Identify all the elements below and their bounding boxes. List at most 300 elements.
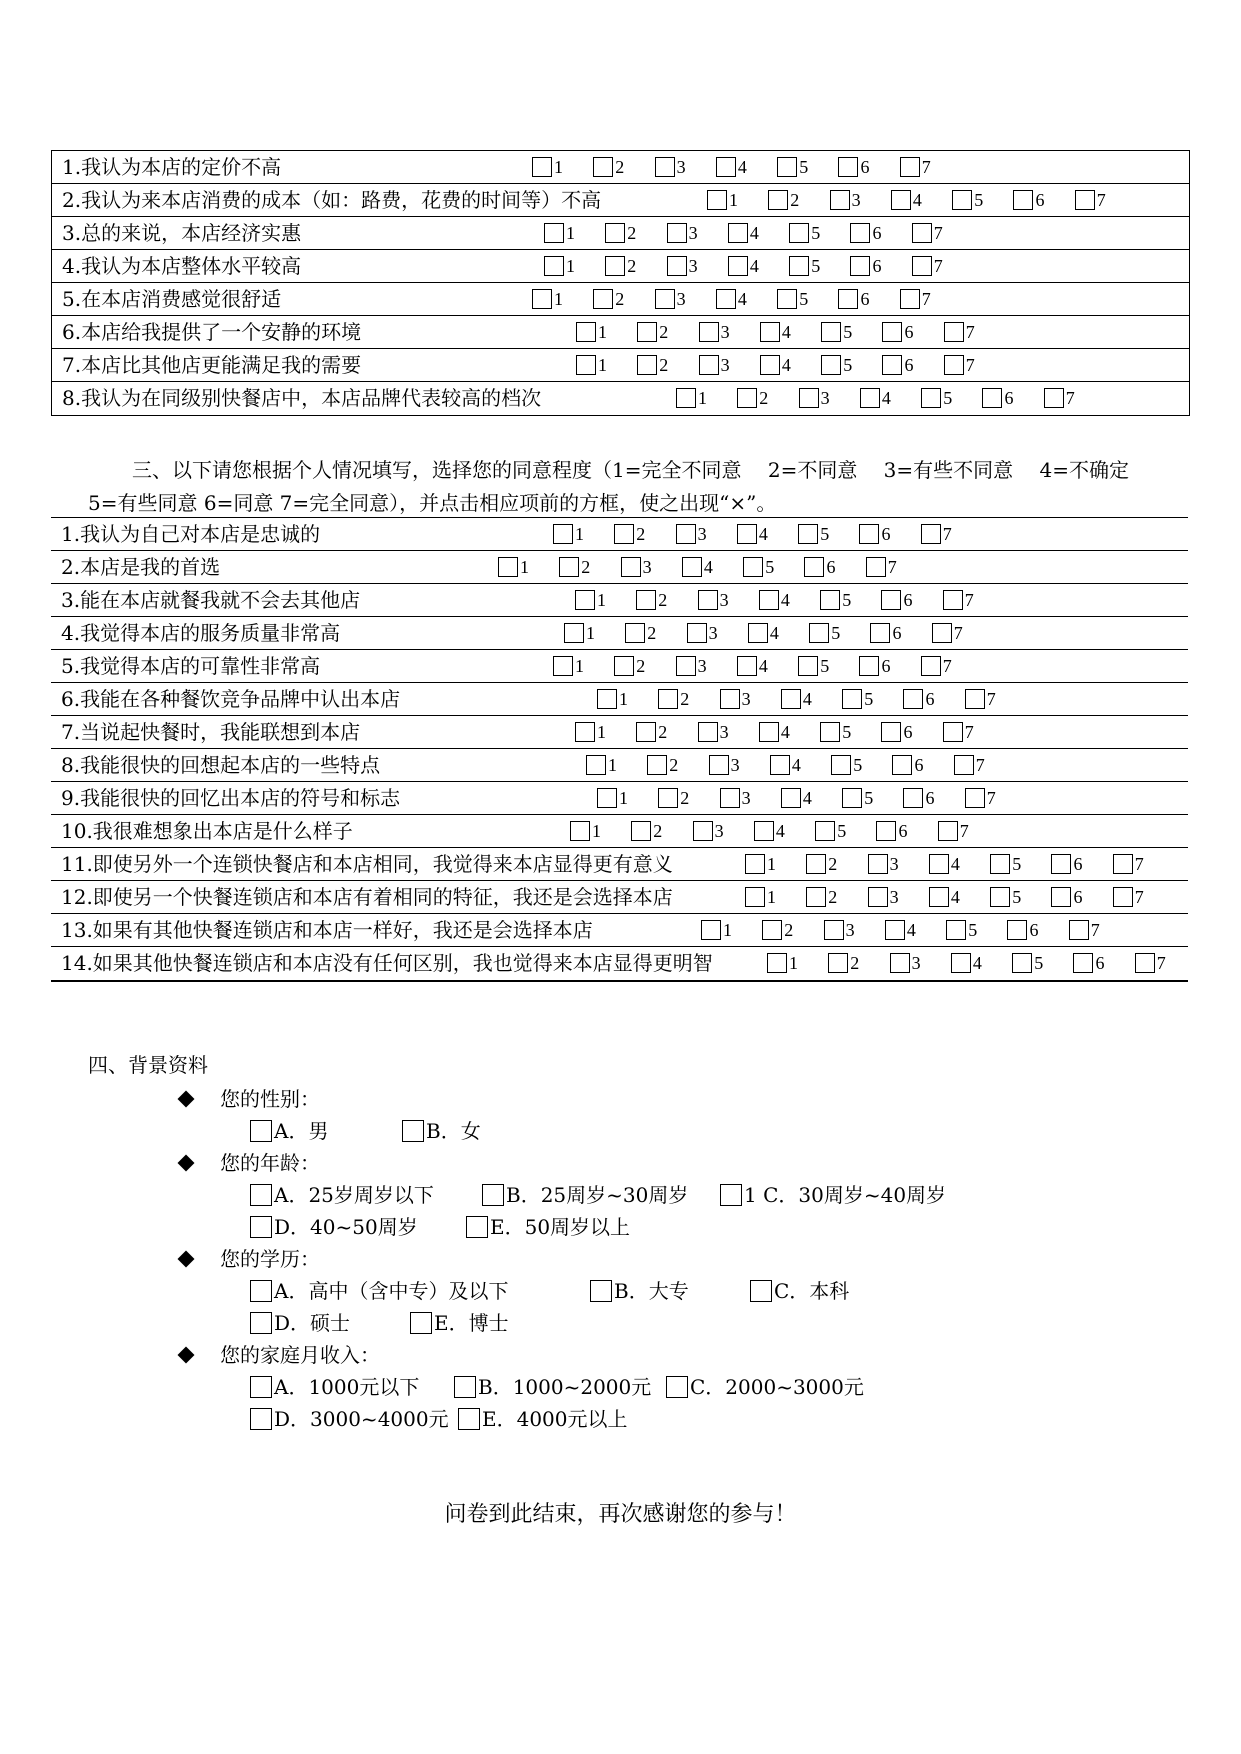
- rating-option[interactable]: [804, 555, 865, 579]
- checkbox[interactable]: [655, 157, 675, 177]
- checkbox[interactable]: [637, 322, 657, 342]
- checkbox[interactable]: [1069, 920, 1089, 940]
- checkbox[interactable]: [586, 755, 606, 775]
- checkbox[interactable]: [870, 623, 890, 643]
- checkbox[interactable]: [806, 887, 826, 907]
- rating-option[interactable]: [943, 720, 1004, 744]
- rating-option[interactable]: [676, 386, 737, 410]
- education-option-b[interactable]: B．大专: [590, 1278, 689, 1304]
- checkbox[interactable]: [881, 590, 901, 610]
- checkbox[interactable]: [720, 788, 740, 808]
- checkbox[interactable]: [701, 920, 721, 940]
- checkbox[interactable]: [938, 821, 958, 841]
- checkbox[interactable]: [544, 223, 564, 243]
- checkbox[interactable]: [954, 755, 974, 775]
- rating-option[interactable]: [1135, 951, 1196, 975]
- gender-option-a[interactable]: A．男: [250, 1118, 328, 1144]
- rating-option[interactable]: [990, 885, 1051, 909]
- checkbox[interactable]: [1135, 953, 1155, 973]
- rating-option[interactable]: [737, 654, 798, 678]
- rating-option[interactable]: [938, 819, 999, 843]
- checkbox[interactable]: [1113, 887, 1133, 907]
- checkbox[interactable]: [1113, 854, 1133, 874]
- rating-option[interactable]: [693, 819, 754, 843]
- rating-option[interactable]: [498, 555, 559, 579]
- checkbox[interactable]: [944, 355, 964, 375]
- rating-option[interactable]: [728, 254, 789, 278]
- rating-option[interactable]: [593, 287, 654, 311]
- rating-option[interactable]: [946, 918, 1007, 942]
- checkbox[interactable]: [762, 920, 782, 940]
- checkbox[interactable]: [965, 689, 985, 709]
- checkbox[interactable]: [890, 953, 910, 973]
- checkbox[interactable]: [614, 656, 634, 676]
- rating-option[interactable]: [912, 221, 973, 245]
- rating-option[interactable]: [828, 951, 889, 975]
- rating-option[interactable]: [929, 885, 990, 909]
- checkbox[interactable]: [860, 388, 880, 408]
- checkbox[interactable]: [951, 953, 971, 973]
- age-option-d[interactable]: D．40~50周岁: [250, 1214, 418, 1240]
- rating-option[interactable]: [876, 819, 937, 843]
- checkbox[interactable]: [716, 157, 736, 177]
- age-option-e[interactable]: E．50周岁以上: [466, 1214, 630, 1240]
- checkbox[interactable]: [912, 256, 932, 276]
- checkbox[interactable]: [637, 355, 657, 375]
- rating-option[interactable]: [842, 687, 903, 711]
- checkbox[interactable]: [658, 689, 678, 709]
- rating-option[interactable]: [762, 918, 823, 942]
- checkbox[interactable]: [842, 788, 862, 808]
- checkbox[interactable]: [903, 689, 923, 709]
- checkbox[interactable]: [458, 1408, 480, 1430]
- rating-option[interactable]: [625, 621, 686, 645]
- checkbox[interactable]: [891, 190, 911, 210]
- checkbox[interactable]: [410, 1312, 432, 1334]
- checkbox[interactable]: [820, 590, 840, 610]
- rating-option[interactable]: [676, 654, 737, 678]
- rating-option[interactable]: [1012, 951, 1073, 975]
- checkbox[interactable]: [876, 821, 896, 841]
- rating-option[interactable]: [586, 753, 647, 777]
- rating-option[interactable]: [900, 155, 961, 179]
- checkbox[interactable]: [676, 656, 696, 676]
- rating-option[interactable]: [636, 720, 697, 744]
- checkbox[interactable]: [781, 788, 801, 808]
- education-option-a[interactable]: A．高中（含中专）及以下: [250, 1278, 508, 1304]
- rating-option[interactable]: [667, 254, 728, 278]
- rating-option[interactable]: [965, 786, 1026, 810]
- rating-option[interactable]: [1051, 852, 1112, 876]
- rating-option[interactable]: [929, 852, 990, 876]
- age-option-b[interactable]: B．25周岁~30周岁: [482, 1182, 688, 1208]
- checkbox[interactable]: [676, 388, 696, 408]
- checkbox[interactable]: [575, 722, 595, 742]
- rating-option[interactable]: [593, 155, 654, 179]
- checkbox[interactable]: [698, 590, 718, 610]
- rating-option[interactable]: [759, 588, 820, 612]
- checkbox[interactable]: [605, 256, 625, 276]
- rating-option[interactable]: [720, 786, 781, 810]
- checkbox[interactable]: [250, 1280, 272, 1302]
- rating-option[interactable]: [798, 654, 859, 678]
- checkbox[interactable]: [698, 722, 718, 742]
- rating-option[interactable]: [637, 320, 698, 344]
- rating-option[interactable]: [890, 951, 951, 975]
- rating-option[interactable]: [850, 221, 911, 245]
- rating-option[interactable]: [781, 687, 842, 711]
- checkbox[interactable]: [687, 623, 707, 643]
- rating-option[interactable]: [892, 753, 953, 777]
- rating-option[interactable]: [881, 588, 942, 612]
- rating-option[interactable]: [944, 353, 1005, 377]
- rating-option[interactable]: [745, 852, 806, 876]
- rating-option[interactable]: [698, 588, 759, 612]
- checkbox[interactable]: [882, 355, 902, 375]
- checkbox[interactable]: [666, 1376, 688, 1398]
- checkbox[interactable]: [593, 289, 613, 309]
- gender-option-b[interactable]: B．女: [402, 1118, 481, 1144]
- rating-option[interactable]: [777, 287, 838, 311]
- rating-option[interactable]: [842, 786, 903, 810]
- rating-option[interactable]: [921, 654, 982, 678]
- checkbox[interactable]: [454, 1376, 476, 1398]
- checkbox[interactable]: [830, 190, 850, 210]
- rating-option[interactable]: [838, 287, 899, 311]
- checkbox[interactable]: [748, 623, 768, 643]
- rating-option[interactable]: [903, 687, 964, 711]
- checkbox[interactable]: [881, 722, 901, 742]
- education-option-c[interactable]: C．本科: [750, 1278, 849, 1304]
- checkbox[interactable]: [250, 1408, 272, 1430]
- rating-option[interactable]: [982, 386, 1043, 410]
- checkbox[interactable]: [1075, 190, 1095, 210]
- checkbox[interactable]: [743, 557, 763, 577]
- checkbox[interactable]: [625, 623, 645, 643]
- checkbox[interactable]: [789, 256, 809, 276]
- checkbox[interactable]: [770, 755, 790, 775]
- rating-option[interactable]: [838, 155, 899, 179]
- checkbox[interactable]: [575, 590, 595, 610]
- checkbox[interactable]: [564, 623, 584, 643]
- rating-option[interactable]: [1051, 885, 1112, 909]
- rating-option[interactable]: [544, 221, 605, 245]
- income-option-b[interactable]: B．1000~2000元: [454, 1374, 651, 1400]
- checkbox[interactable]: [1013, 190, 1033, 210]
- checkbox[interactable]: [806, 854, 826, 874]
- rating-option[interactable]: [859, 522, 920, 546]
- rating-option[interactable]: [860, 386, 921, 410]
- rating-option[interactable]: [698, 720, 759, 744]
- checkbox[interactable]: [777, 289, 797, 309]
- checkbox[interactable]: [815, 821, 835, 841]
- checkbox[interactable]: [821, 322, 841, 342]
- income-option-a[interactable]: A．1000元以下: [250, 1374, 419, 1400]
- rating-option[interactable]: [881, 720, 942, 744]
- checkbox[interactable]: [760, 322, 780, 342]
- rating-option[interactable]: [760, 320, 821, 344]
- checkbox[interactable]: [952, 190, 972, 210]
- checkbox[interactable]: [982, 388, 1002, 408]
- rating-option[interactable]: [655, 155, 716, 179]
- checkbox[interactable]: [682, 557, 702, 577]
- checkbox[interactable]: [850, 256, 870, 276]
- checkbox[interactable]: [597, 689, 617, 709]
- rating-option[interactable]: [737, 522, 798, 546]
- rating-option[interactable]: [597, 786, 658, 810]
- rating-option[interactable]: [866, 555, 927, 579]
- rating-option[interactable]: [728, 221, 789, 245]
- checkbox[interactable]: [1051, 887, 1071, 907]
- rating-option[interactable]: [759, 720, 820, 744]
- rating-option[interactable]: [614, 654, 675, 678]
- education-option-d[interactable]: D．硕士: [250, 1310, 350, 1336]
- checkbox[interactable]: [553, 524, 573, 544]
- checkbox[interactable]: [250, 1120, 272, 1142]
- checkbox[interactable]: [932, 623, 952, 643]
- checkbox[interactable]: [737, 524, 757, 544]
- rating-option[interactable]: [821, 320, 882, 344]
- rating-option[interactable]: [658, 687, 719, 711]
- rating-option[interactable]: [767, 951, 828, 975]
- checkbox[interactable]: [929, 887, 949, 907]
- rating-option[interactable]: [667, 221, 728, 245]
- checkbox[interactable]: [809, 623, 829, 643]
- rating-option[interactable]: [532, 287, 593, 311]
- checkbox[interactable]: [402, 1120, 424, 1142]
- checkbox[interactable]: [850, 223, 870, 243]
- rating-option[interactable]: [952, 188, 1013, 212]
- rating-option[interactable]: [882, 320, 943, 344]
- checkbox[interactable]: [482, 1184, 504, 1206]
- rating-option[interactable]: [532, 155, 593, 179]
- rating-option[interactable]: [709, 753, 770, 777]
- rating-option[interactable]: [954, 753, 1015, 777]
- rating-option[interactable]: [900, 287, 961, 311]
- checkbox[interactable]: [842, 689, 862, 709]
- checkbox[interactable]: [720, 1184, 742, 1206]
- rating-option[interactable]: [870, 621, 931, 645]
- rating-option[interactable]: [699, 320, 760, 344]
- age-option-a[interactable]: A．25岁周岁以下: [250, 1182, 434, 1208]
- rating-option[interactable]: [820, 588, 881, 612]
- checkbox[interactable]: [838, 157, 858, 177]
- rating-option[interactable]: [912, 254, 973, 278]
- checkbox[interactable]: [900, 157, 920, 177]
- checkbox[interactable]: [576, 322, 596, 342]
- checkbox[interactable]: [767, 953, 787, 973]
- rating-option[interactable]: [806, 852, 867, 876]
- education-option-e[interactable]: E．博士: [410, 1310, 509, 1336]
- rating-option[interactable]: [882, 353, 943, 377]
- rating-option[interactable]: [544, 254, 605, 278]
- checkbox[interactable]: [921, 656, 941, 676]
- checkbox[interactable]: [590, 1280, 612, 1302]
- rating-option[interactable]: [944, 320, 1005, 344]
- checkbox[interactable]: [760, 355, 780, 375]
- checkbox[interactable]: [553, 656, 573, 676]
- checkbox[interactable]: [921, 524, 941, 544]
- rating-option[interactable]: [850, 254, 911, 278]
- rating-option[interactable]: [868, 852, 929, 876]
- rating-option[interactable]: [806, 885, 867, 909]
- checkbox[interactable]: [1007, 920, 1027, 940]
- rating-option[interactable]: [655, 287, 716, 311]
- checkbox[interactable]: [759, 722, 779, 742]
- rating-option[interactable]: [676, 522, 737, 546]
- rating-option[interactable]: [701, 918, 762, 942]
- checkbox[interactable]: [621, 557, 641, 577]
- checkbox[interactable]: [699, 322, 719, 342]
- rating-option[interactable]: [891, 188, 952, 212]
- rating-option[interactable]: [754, 819, 815, 843]
- checkbox[interactable]: [250, 1376, 272, 1398]
- checkbox[interactable]: [728, 256, 748, 276]
- rating-option[interactable]: [687, 621, 748, 645]
- rating-option[interactable]: [943, 588, 1004, 612]
- rating-option[interactable]: [820, 720, 881, 744]
- rating-option[interactable]: [809, 621, 870, 645]
- rating-option[interactable]: [815, 819, 876, 843]
- rating-option[interactable]: [576, 320, 637, 344]
- checkbox[interactable]: [831, 755, 851, 775]
- checkbox[interactable]: [1073, 953, 1093, 973]
- rating-option[interactable]: [770, 753, 831, 777]
- rating-option[interactable]: [621, 555, 682, 579]
- rating-option[interactable]: [553, 654, 614, 678]
- checkbox[interactable]: [647, 755, 667, 775]
- checkbox[interactable]: [699, 355, 719, 375]
- checkbox[interactable]: [828, 953, 848, 973]
- age-option-c[interactable]: 1 C．30周岁~40周岁: [720, 1182, 946, 1208]
- checkbox[interactable]: [498, 557, 518, 577]
- rating-option[interactable]: [760, 353, 821, 377]
- rating-option[interactable]: [824, 918, 885, 942]
- income-option-e[interactable]: E．4000元以上: [458, 1406, 628, 1432]
- checkbox[interactable]: [900, 289, 920, 309]
- rating-option[interactable]: [768, 188, 829, 212]
- rating-option[interactable]: [737, 386, 798, 410]
- rating-option[interactable]: [1007, 918, 1068, 942]
- checkbox[interactable]: [885, 920, 905, 940]
- checkbox[interactable]: [754, 821, 774, 841]
- rating-option[interactable]: [830, 188, 891, 212]
- checkbox[interactable]: [868, 854, 888, 874]
- checkbox[interactable]: [859, 524, 879, 544]
- rating-option[interactable]: [553, 522, 614, 546]
- checkbox[interactable]: [716, 289, 736, 309]
- checkbox[interactable]: [921, 388, 941, 408]
- checkbox[interactable]: [667, 256, 687, 276]
- rating-option[interactable]: [1075, 188, 1136, 212]
- rating-option[interactable]: [605, 254, 666, 278]
- checkbox[interactable]: [593, 157, 613, 177]
- checkbox[interactable]: [544, 256, 564, 276]
- checkbox[interactable]: [838, 289, 858, 309]
- rating-option[interactable]: [658, 786, 719, 810]
- checkbox[interactable]: [737, 388, 757, 408]
- rating-option[interactable]: [799, 386, 860, 410]
- checkbox[interactable]: [798, 656, 818, 676]
- rating-option[interactable]: [859, 654, 920, 678]
- checkbox[interactable]: [943, 722, 963, 742]
- checkbox[interactable]: [882, 322, 902, 342]
- rating-option[interactable]: [921, 386, 982, 410]
- checkbox[interactable]: [250, 1184, 272, 1206]
- rating-option[interactable]: [821, 353, 882, 377]
- checkbox[interactable]: [614, 524, 634, 544]
- rating-option[interactable]: [636, 588, 697, 612]
- checkbox[interactable]: [990, 854, 1010, 874]
- checkbox[interactable]: [676, 524, 696, 544]
- checkbox[interactable]: [866, 557, 886, 577]
- rating-option[interactable]: [576, 353, 637, 377]
- checkbox[interactable]: [965, 788, 985, 808]
- checkbox[interactable]: [859, 656, 879, 676]
- income-option-d[interactable]: D．3000~4000元: [250, 1406, 449, 1432]
- checkbox[interactable]: [820, 722, 840, 742]
- checkbox[interactable]: [789, 223, 809, 243]
- checkbox[interactable]: [728, 223, 748, 243]
- rating-option[interactable]: [921, 522, 982, 546]
- checkbox[interactable]: [903, 788, 923, 808]
- checkbox[interactable]: [1051, 854, 1071, 874]
- checkbox[interactable]: [781, 689, 801, 709]
- checkbox[interactable]: [990, 887, 1010, 907]
- rating-option[interactable]: [564, 621, 625, 645]
- rating-option[interactable]: [868, 885, 929, 909]
- rating-option[interactable]: [647, 753, 708, 777]
- checkbox[interactable]: [466, 1216, 488, 1238]
- rating-option[interactable]: [1113, 852, 1174, 876]
- rating-option[interactable]: [1013, 188, 1074, 212]
- checkbox[interactable]: [1012, 953, 1032, 973]
- checkbox[interactable]: [737, 656, 757, 676]
- rating-option[interactable]: [699, 353, 760, 377]
- rating-option[interactable]: [707, 188, 768, 212]
- rating-option[interactable]: [965, 687, 1026, 711]
- checkbox[interactable]: [658, 788, 678, 808]
- checkbox[interactable]: [709, 755, 729, 775]
- checkbox[interactable]: [636, 590, 656, 610]
- checkbox[interactable]: [636, 722, 656, 742]
- rating-option[interactable]: [605, 221, 666, 245]
- checkbox[interactable]: [570, 821, 590, 841]
- checkbox[interactable]: [605, 223, 625, 243]
- rating-option[interactable]: [631, 819, 692, 843]
- rating-option[interactable]: [990, 852, 1051, 876]
- checkbox[interactable]: [892, 755, 912, 775]
- checkbox[interactable]: [559, 557, 579, 577]
- rating-option[interactable]: [716, 287, 777, 311]
- rating-option[interactable]: [1073, 951, 1134, 975]
- checkbox[interactable]: [944, 322, 964, 342]
- checkbox[interactable]: [824, 920, 844, 940]
- rating-option[interactable]: [777, 155, 838, 179]
- rating-option[interactable]: [637, 353, 698, 377]
- checkbox[interactable]: [750, 1280, 772, 1302]
- checkbox[interactable]: [912, 223, 932, 243]
- rating-option[interactable]: [789, 254, 850, 278]
- checkbox[interactable]: [804, 557, 824, 577]
- rating-option[interactable]: [682, 555, 743, 579]
- checkbox[interactable]: [745, 854, 765, 874]
- rating-option[interactable]: [831, 753, 892, 777]
- rating-option[interactable]: [885, 918, 946, 942]
- rating-option[interactable]: [743, 555, 804, 579]
- checkbox[interactable]: [250, 1216, 272, 1238]
- checkbox[interactable]: [667, 223, 687, 243]
